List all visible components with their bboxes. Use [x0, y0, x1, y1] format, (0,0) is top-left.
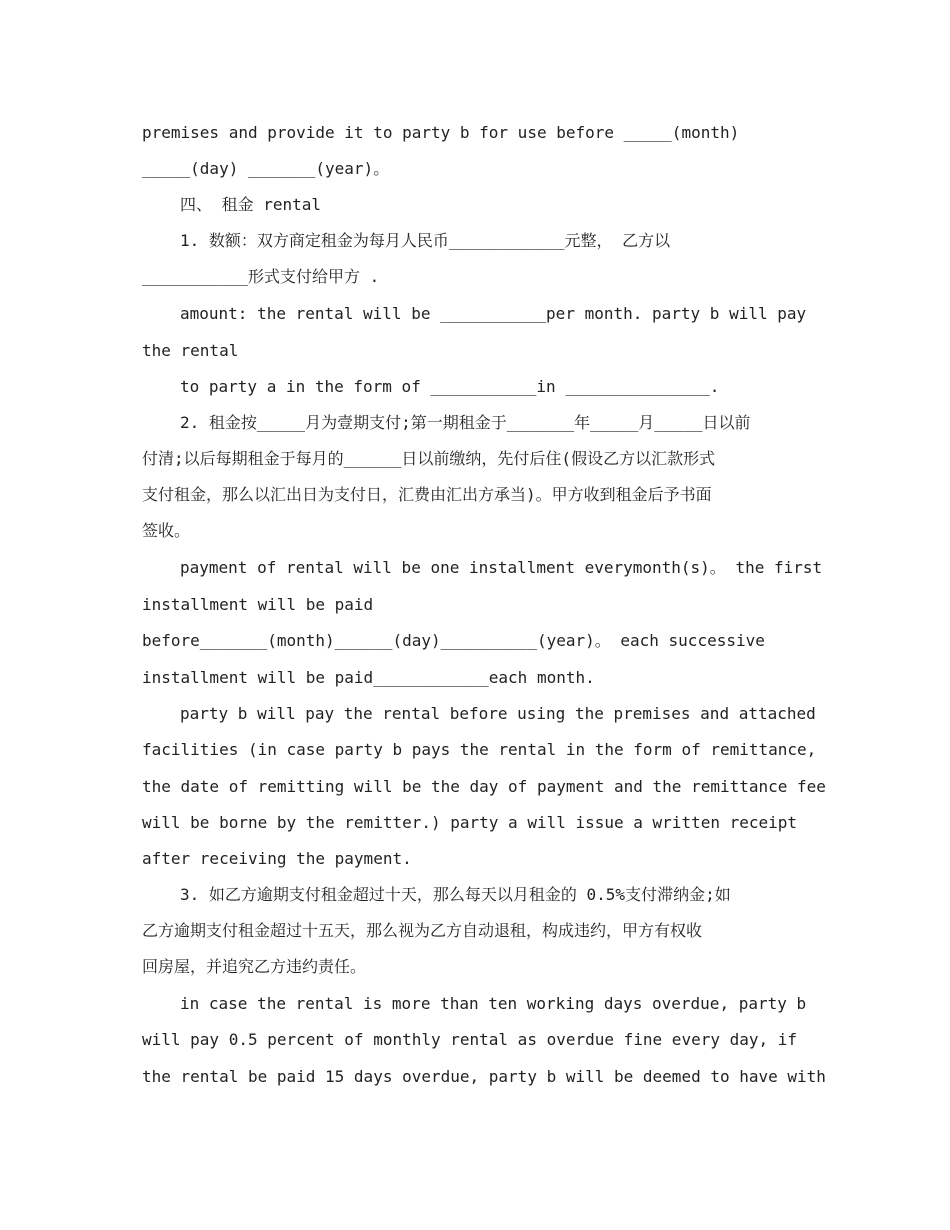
- text-line: installment will be paid____________each month.: [142, 668, 595, 687]
- text-line: _____(day) _______(year)。: [142, 159, 390, 178]
- text-line: to party a in the form of ___________in _______________.: [180, 377, 720, 396]
- text-line: 支付租金，那么以汇出日为支付日，汇费由汇出方承当)。甲方收到租金后予书面: [142, 485, 712, 504]
- text-line: 签收。: [142, 521, 191, 540]
- text-line: party b will pay the rental before using the premises and attached: [180, 704, 816, 723]
- text-line: the rental be paid 15 days overdue, party b will be deemed to have with: [142, 1067, 826, 1086]
- text-line: 3. 如乙方逾期支付租金超过十天，那么每天以月租金的 0.5%支付滞纳金;如: [180, 885, 731, 904]
- text-line: 2. 租金按_____月为壹期支付;第一期租金于_______年_____月_____日以前: [180, 413, 751, 432]
- text-line: payment of rental will be one installment everymonth(s)。 the first: [180, 558, 823, 577]
- text-line: 1. 数额：双方商定租金为每月人民币____________元整， 乙方以: [180, 231, 671, 250]
- text-line: will pay 0.5 percent of monthly rental as overdue fine every day, if: [142, 1030, 798, 1049]
- text-line: after receiving the payment.: [142, 849, 412, 868]
- text-line: will be borne by the remitter.) party a will issue a written receipt: [142, 813, 798, 832]
- text-line: amount: the rental will be ___________per month. party b will pay: [180, 304, 807, 323]
- text-line: installment will be paid: [142, 595, 374, 614]
- text-line: facilities (in case party b pays the rental in the form of remittance,: [142, 740, 817, 759]
- text-line: in case the rental is more than ten working days overdue, party b: [180, 994, 807, 1013]
- text-line: 乙方逾期支付租金超过十五天，那么视为乙方自动退租，构成违约，甲方有权收: [142, 921, 703, 940]
- text-line: 付清;以后每期租金于每月的______日以前缴纳，先付后住(假设乙方以汇款形式: [142, 449, 716, 468]
- text-line: the rental: [142, 341, 239, 360]
- text-line: the date of remitting will be the day of payment and the remittance fee: [142, 777, 826, 796]
- text-line: before_______(month)______(day)__________(year)。 each successive: [142, 631, 765, 650]
- text-line: premises and provide it to party b for use before _____(month): [142, 123, 740, 142]
- section-heading: 四、 租金 rental: [180, 195, 322, 214]
- text-line: 回房屋，并追究乙方违约责任。: [142, 957, 367, 976]
- text-line: ___________形式支付给甲方 .: [142, 267, 380, 286]
